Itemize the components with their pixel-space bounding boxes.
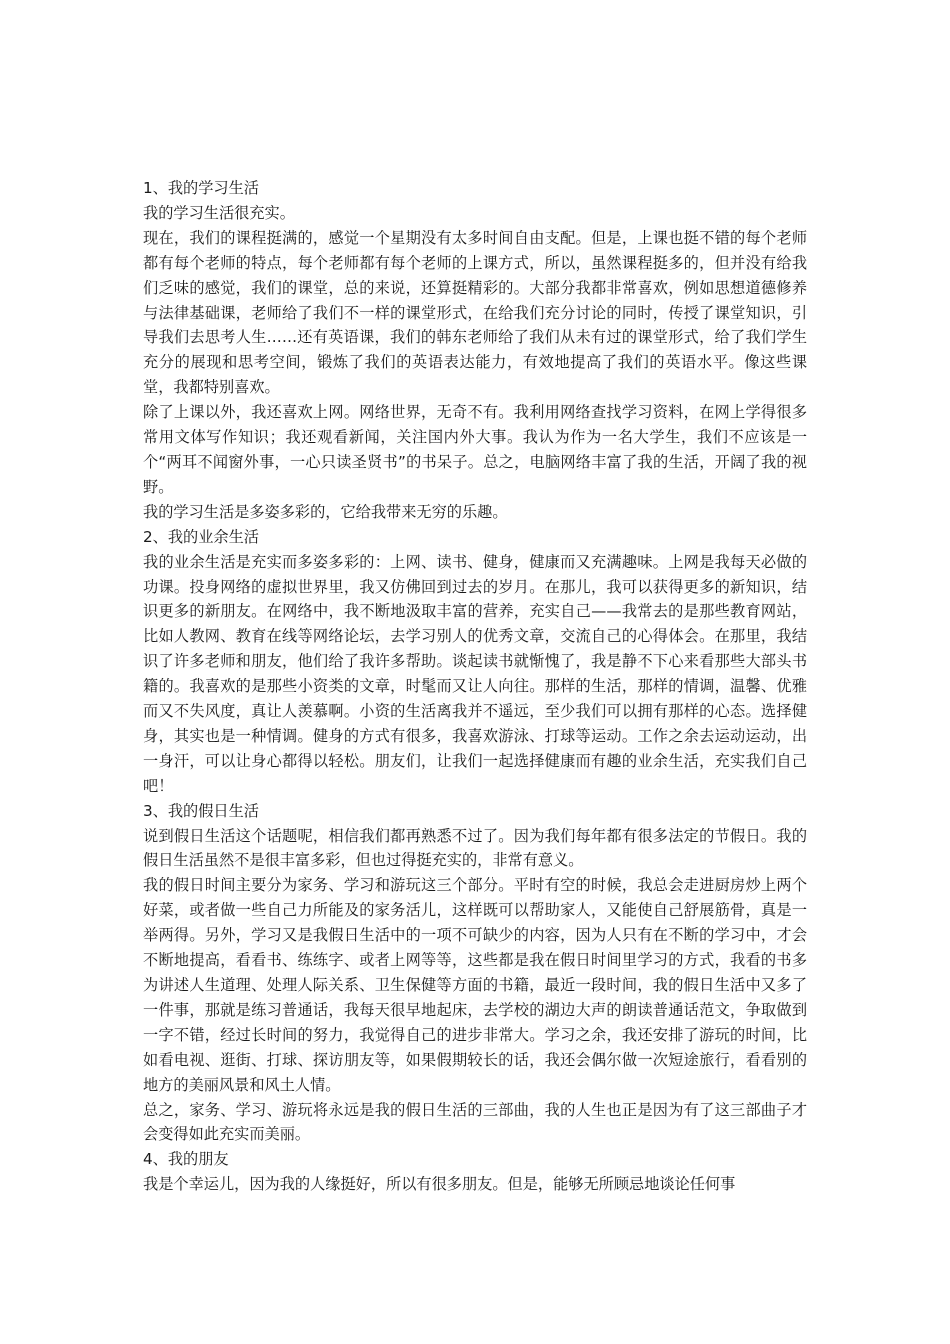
- paragraph: 现在，我们的课程挺满的，感觉一个星期没有太多时间自由支配。但是，上课也挺不错的每个老师都有每个老师的特点，每个老师都有每个老师的上课方式，所以，虽然课程挺多的，但并没有给我们乏味的感觉，我们的课堂，总的来说，还算挺精彩的。大部分我都非常喜欢，例如思想道德修养与法律基础课，老师给了我们不一样的课堂形式，在给我们充分讨论的同时，传授了课堂知识，引导我们去思考人生……还有英语课，我们的韩东老师给了我们从未有过的课堂形式，给了我们学生充分的展现和思考空间，锻炼了我们的英语表达能力，有效地提高了我们的英语水平。像这些课堂，我都特别喜欢。: [143, 228, 807, 397]
- paragraph: 我的假日时间主要分为家务、学习和游玩这三个部分。平时有空的时候，我总会走进厨房炒上两个好菜，或者做一些自己力所能及的家务活儿，这样既可以帮助家人，又能使自己舒展筋骨，真是一举两得。另外，学习又是我假日生活中的一项不可缺少的内容，因为人只有在不断的学习中，才会不断地提高，看看书、练练字、或者上网等等，这些都是我在假日时间里学习的方式，我看的书多为讲述人生道理、处理人际关系、卫生保健等方面的书籍，最近一段时间，我的假日生活中又多了一件事，那就是练习普通话，我每天很早地起床，去学校的湖边大声的朗读普通话范文，争取做到一字不错，经过长时间的努力，我觉得自己的进步非常大。学习之余，我还安排了游玩的时间，比如看电视、逛街、打球、探访朋友等，如果假期较长的话，我还会偶尔做一次短途旅行，看看别的地方的美丽风景和风土人情。: [143, 876, 807, 1094]
- document-body: [143, 176, 807, 1197]
- paragraph: 我的学习生活是多姿多彩的，它给我带来无穷的乐趣。: [143, 502, 508, 521]
- section-heading-holiday-life: 3、我的假日生活: [143, 801, 259, 820]
- section-heading-leisure-life: 2、我的业余生活: [143, 527, 259, 546]
- paragraph: 总之，家务、学习、游玩将永远是我的假日生活的三部曲，我的人生也正是因为有了这三部曲子才会变得如此充实而美丽。: [143, 1100, 807, 1144]
- paragraph: 我是个幸运儿，因为我的人缘挺好，所以有很多朋友。但是，能够无所顾忌地谈论任何事: [143, 1175, 736, 1194]
- section-heading-study-life: 1、我的学习生活: [143, 179, 259, 197]
- section-heading-my-friends: 4、我的朋友: [143, 1150, 229, 1169]
- paragraph: 说到假日生活这个话题呢，相信我们都再熟悉不过了。因为我们每年都有很多法定的节假日。我的假日生活虽然不是很丰富多彩，但也过得挺充实的，非常有意义。: [143, 826, 807, 870]
- paragraph: 我的学习生活很充实。: [143, 203, 295, 222]
- paragraph: 除了上课以外，我还喜欢上网。网络世界，无奇不有。我利用网络查找学习资料，在网上学得很多常用文体写作知识；我还观看新闻，关注国内外大事。我认为作为一名大学生，我们不应该是一个“两耳不闻窗外事，一心只读圣贤书”的书呆子。总之，电脑网络丰富了我的生活，开阔了我的视野。: [143, 403, 807, 496]
- paragraph: 我的业余生活是充实而多姿多彩的：上网、读书、健身，健康而又充满趣味。上网是我每天必做的功课。投身网络的虚拟世界里，我又仿佛回到过去的岁月。在那儿，我可以获得更多的新知识，结识更多的新朋友。在网络中，我不断地汲取丰富的营养，充实自己——我常去的是那些教育网站，比如人教网、教育在线等网络论坛，去学习别人的优秀文章，交流自己的心得体会。在那里，我结识了许多老师和朋友，他们给了我许多帮助。谈起读书就惭愧了，我是静不下心来看那些大部头书籍的。我喜欢的是那些小资类的文章，时髦而又让人向往。那样的生活，那样的情调，温馨、优雅而又不失风度，真让人羡慕啊。小资的生活离我并不遥远，至少我们可以拥有那样的心态。选择健身，其实也是一种情调。健身的方式有很多，我喜欢游泳、打球等运动。工作之余去运动运动，出一身汗，可以让身心都得以轻松。朋友们，让我们一起选择健康而有趣的业余生活，充实我们自己吧！: [143, 552, 807, 795]
